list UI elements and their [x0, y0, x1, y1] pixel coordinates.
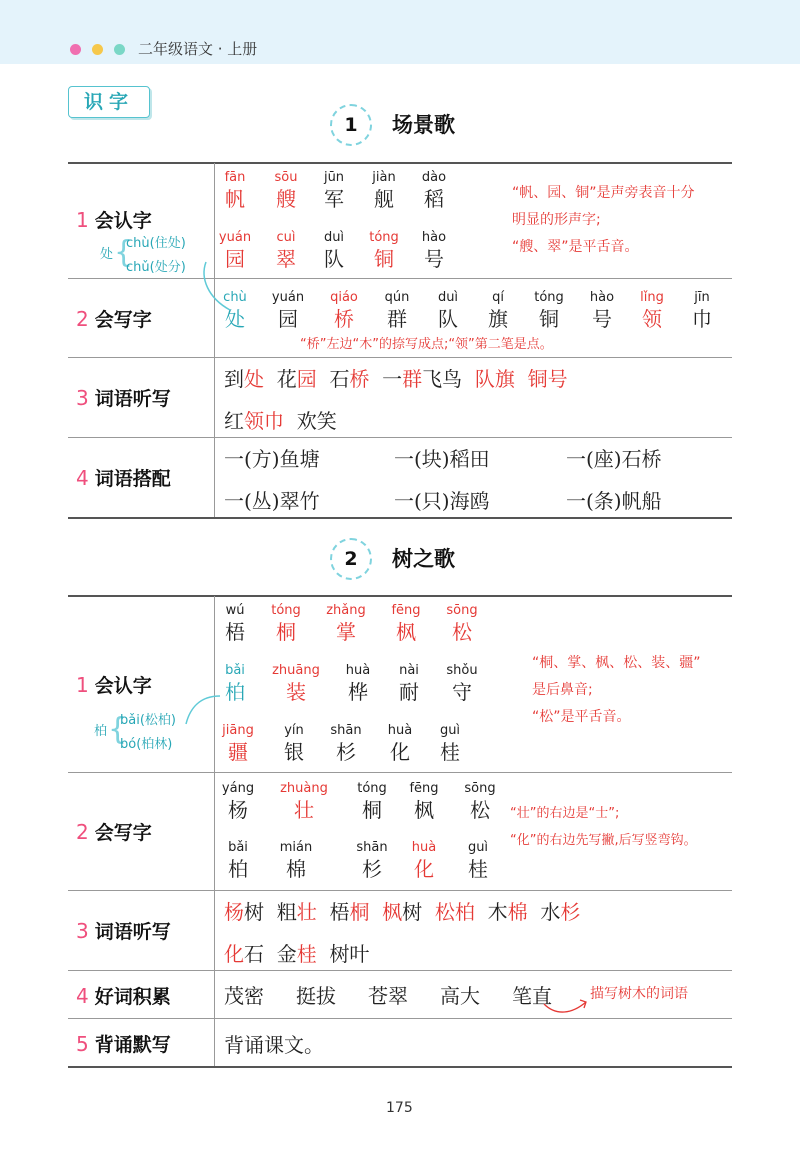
page-number: 175 — [386, 1100, 413, 1116]
column-divider — [214, 163, 215, 517]
lesson-number: 2 — [330, 538, 372, 580]
pinyin-char: yín 银 — [284, 723, 304, 764]
yellow-dot-icon — [92, 44, 103, 55]
teacher-note: “帆、园、铜”是声旁表音十分 明显的形声字; “艘、翠”是平舌音。 — [512, 185, 695, 255]
phrase-match: 一(条)帆船 — [566, 489, 662, 513]
pinyin-char: jīn 巾 — [692, 290, 712, 331]
pinyin-char: yuán 园 — [271, 290, 305, 331]
teacher-note: “桥”左边“木”的捺写成点;“领”第二笔是点。 — [300, 337, 553, 352]
pinyin-char: shān 杉 — [330, 723, 362, 764]
row-label: 3 词语听写 — [76, 919, 171, 943]
row-label: 1 会认字 — [76, 208, 152, 232]
pinyin-char: shān 杉 — [356, 840, 388, 881]
pinyin-char: mián 棉 — [279, 840, 313, 881]
dictation-line: 杨树 粗壮 梧桐 枫树 松柏 木棉 水杉 — [224, 900, 581, 924]
pinyin-char: duì 队 — [323, 230, 345, 271]
pinyin-char: qiáo 桥 — [330, 290, 358, 331]
pinyin-char: qí 旗 — [488, 290, 508, 331]
row-divider — [68, 1018, 732, 1019]
row-label: 4 词语搭配 — [76, 466, 171, 490]
pink-dot-icon — [70, 44, 81, 55]
lesson-2-header — [330, 538, 510, 578]
row-label: 5 背诵默写 — [76, 1032, 171, 1056]
curve-arrow-icon — [540, 996, 590, 1018]
phrase-match: 一(块)稻田 — [394, 447, 490, 471]
phrase-match: 一(只)海鸥 — [394, 489, 490, 513]
pinyin-char: huà 化 — [387, 723, 413, 764]
lesson-1-header — [330, 104, 510, 144]
pinyin-char: chù 处 — [223, 290, 247, 331]
row-divider — [68, 970, 732, 971]
pinyin-char: dào 稻 — [421, 170, 447, 211]
pinyin-char: nài 耐 — [399, 663, 419, 704]
table-bottom-rule — [68, 1066, 732, 1068]
dictation-line: 红领巾 欢笑 — [224, 409, 337, 433]
row-label: 2 会写字 — [76, 820, 152, 844]
row-divider — [68, 890, 732, 891]
teacher-note: “壮”的右边是“士”; “化”的右边先写撇,后写竖弯钩。 — [510, 806, 697, 848]
good-word: 笔直 — [512, 984, 552, 1008]
teacher-note: 描写树木的词语 — [590, 986, 688, 1002]
pinyin-char: bǎi 柏 — [228, 840, 248, 881]
green-dot-icon — [114, 44, 125, 55]
lesson-title: 树之歌 — [392, 547, 455, 571]
pinyin-char: huà 桦 — [345, 663, 371, 704]
pinyin-char: huà 化 — [411, 840, 437, 881]
good-word: 茂密 — [224, 984, 264, 1008]
dictation-line: 到处 花园 石桥 一群飞鸟 队旗 铜号 — [224, 367, 568, 391]
book-title: 二年级语文 · 上册 — [138, 40, 258, 58]
pinyin-char: qún 群 — [384, 290, 410, 331]
pinyin-char: yuán 园 — [218, 230, 252, 271]
row-label: 3 词语听写 — [76, 386, 171, 410]
pinyin-char: jiāng 疆 — [222, 723, 254, 764]
pinyin-char: shǒu 守 — [446, 663, 478, 704]
recite-text: 背诵课文。 — [224, 1033, 324, 1057]
pinyin-char: zhǎng 掌 — [326, 603, 366, 644]
pinyin-char: tóng 铜 — [369, 230, 399, 271]
pinyin-char: jūn 军 — [323, 170, 345, 211]
pinyin-char: duì 队 — [437, 290, 459, 331]
phrase-match: 一(丛)翠竹 — [224, 489, 320, 513]
lesson-number: 1 — [330, 104, 372, 146]
phrase-match: 一(座)石桥 — [566, 447, 662, 471]
table-top-rule — [68, 595, 732, 597]
section-tag: 识字 — [68, 86, 150, 118]
pinyin-char: cuì 翠 — [276, 230, 296, 271]
pinyin-char: sōng 松 — [446, 603, 478, 644]
pinyin-char: tóng 桐 — [271, 603, 301, 644]
pinyin-char: tóng 铜 — [534, 290, 564, 331]
pinyin-char: fēng 枫 — [391, 603, 421, 644]
pinyin-char: sōu 艘 — [274, 170, 298, 211]
table-bottom-rule — [68, 517, 732, 519]
row-label: 4 好词积累 — [76, 984, 171, 1008]
lesson-title: 场景歌 — [392, 113, 455, 137]
pinyin-char: zhuàng 壮 — [280, 781, 328, 822]
row-divider — [68, 437, 732, 438]
pinyin-char: fān 帆 — [224, 170, 246, 211]
pinyin-char: guì 桂 — [439, 723, 461, 764]
pinyin-char: wú 梧 — [225, 603, 245, 644]
pinyin-char: yáng 杨 — [221, 781, 255, 822]
connector-arrow-icon — [196, 258, 236, 318]
pinyin-char: sōng 松 — [464, 781, 496, 822]
pinyin-char: jiàn 舰 — [372, 170, 396, 211]
good-word: 挺拔 — [296, 984, 336, 1008]
pinyin-char: bǎi 柏 — [225, 663, 245, 704]
row-label: 1 会认字 — [76, 673, 152, 697]
pinyin-char: lǐng 领 — [640, 290, 664, 331]
pinyin-char: fēng 枫 — [409, 781, 439, 822]
row-label: 2 会写字 — [76, 307, 152, 331]
pinyin-char: guì 桂 — [467, 840, 489, 881]
phrase-match: 一(方)鱼塘 — [224, 447, 320, 471]
pinyin-char: zhuāng 装 — [272, 663, 320, 704]
pinyin-char: tóng 桐 — [357, 781, 387, 822]
good-word: 苍翠 — [368, 984, 408, 1008]
pinyin-char: hào 号 — [421, 230, 447, 271]
good-word: 高大 — [440, 984, 480, 1008]
teacher-note: “桐、掌、枫、松、装、疆” 是后鼻音; “松”是平舌音。 — [532, 655, 701, 725]
dictation-line: 化石 金桂 树叶 — [224, 942, 370, 966]
pinyin-char: hào 号 — [589, 290, 615, 331]
row-divider — [68, 772, 732, 773]
table-top-rule — [68, 162, 732, 164]
